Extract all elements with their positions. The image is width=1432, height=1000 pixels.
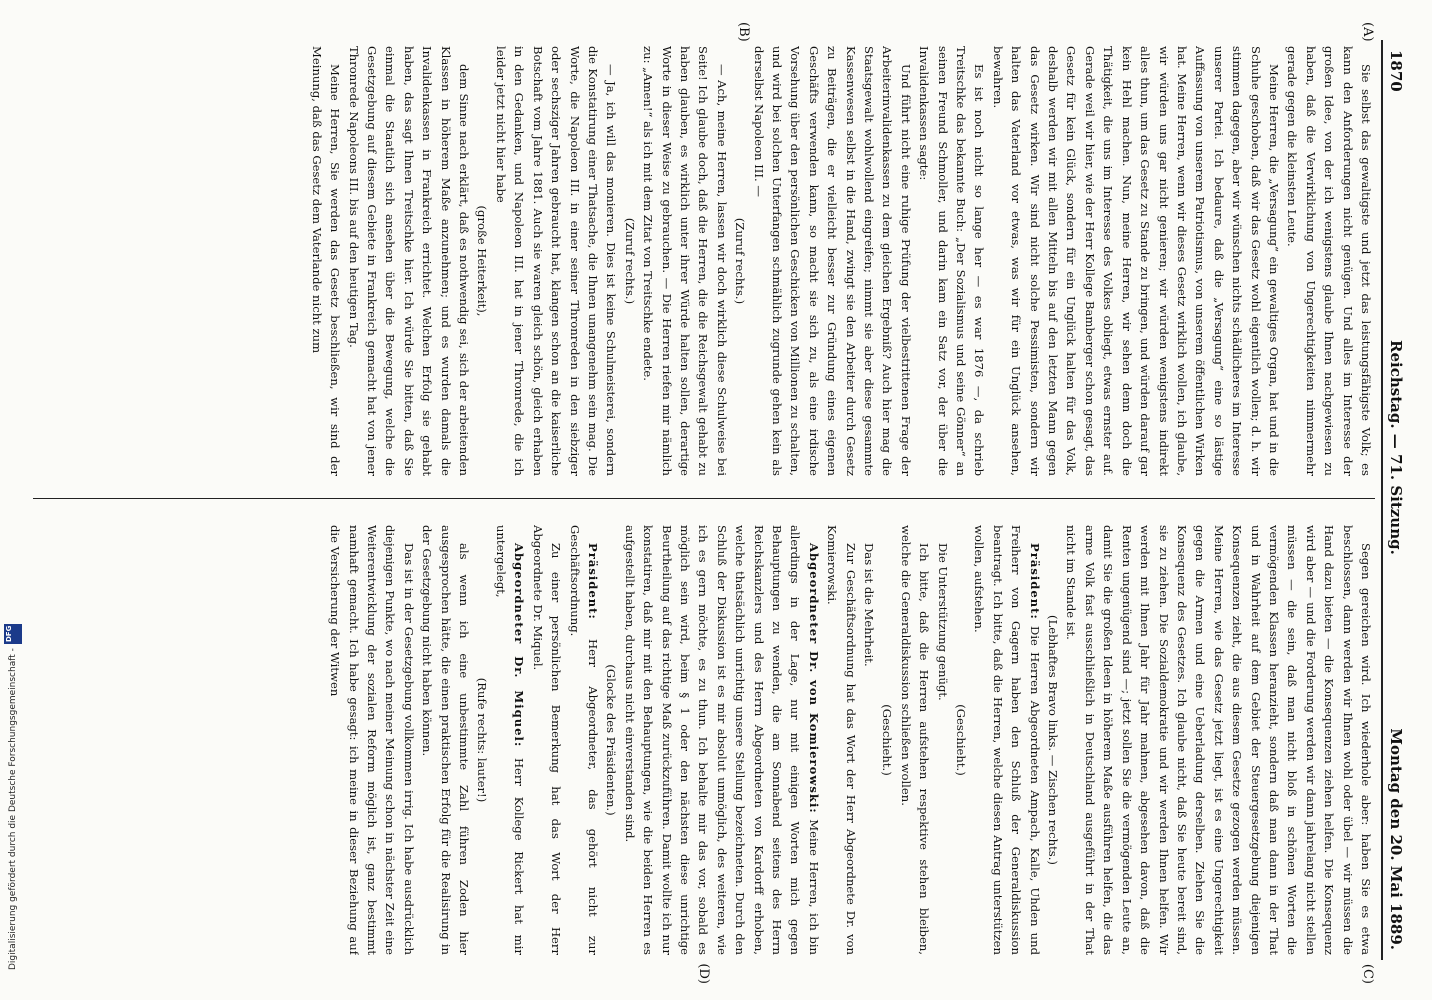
interjection: (Zuruf rechts.) (622, 217, 637, 305)
speaker-name: Präsident: (1027, 543, 1042, 620)
interjection: (Glocke des Präsidenten.) (604, 664, 619, 816)
speech-paragraph (492, 525, 529, 955)
paragraph: dem Sinne nach erklärt, daß es nothwendig sei, sich der arbeitenden Klassen in höherem Maße anzunehmen; und es wurden damals die Invalidenkassen in Frankreich errichtet. Welchen Erfolg sie gehabt haben, das sagt Ihnen Treitschke hier. Ich würde Sie bitten, daß Sie einmal die Staatlich sich ansehen über die Bewegung, welche die Gesetzgebung auf diesem Gebiete in Frankreich gemacht hat von jener Thronrede Napoleons III. bis auf den heutigen Tag. (346, 46, 472, 476)
paragraph: Ich bitte, daß die Herren aufstehen respektive stehen bleiben, welche die Generaldiskussion schließen wollen. (898, 525, 932, 955)
speaker-name: Abgeordneter Dr. Miquel: (512, 543, 527, 748)
paragraph: — Ja, ich will das monieren. Dies ist keine Schulmeisterei, sondern die Konstatirung einer Thatsache, die Ihnen unangenehm sein mag. Die Worte, die Napoleon III. in einer seiner Thronreden in den siebziger oder sechsziger Jahren gebraucht hat, klangen schon an die kaiserliche Botschaft vom Jahre 1881. Auch sie waren gleich schön, gleich erhaben in den Gedanken, und Napoleon III. hat in jener Thronrede, die ich leider jetzt nicht hier habe (493, 46, 619, 476)
digitization-credit (2, 610, 24, 970)
paragraph: Das ist die Mehrheit. (862, 543, 877, 667)
interjection: (Rufe rechts: lauter!) (475, 677, 490, 803)
interjection: (Geschieht.) (880, 704, 895, 776)
paragraph: als wenn ich eine unbestimmte Zahl führen Zoden hier ausgesprochen hätte, die einen praktischen Erfolg für die Realisirung in der Gesetzgebung nicht haben können. (420, 525, 472, 955)
paragraph: Das ist in der Gesetzgebung vollkommen irrig. Ich habe ausdrücklich diejenigen Punkte, wo nach meiner Meinung schon in nächster Zeit eine Weiterentwicklung der sozialen Reform möglich ist, ganz bestimmt namhaft gemacht. Ich habe gesagt: ich meine in dieser Beziehung auf die Versicherung der Witwen (328, 525, 416, 955)
page-number: 1870 (1387, 50, 1405, 92)
paragraph: — Ach, meine Herren, lassen wir doch wirklich diese Schulweise bei Seite! Ich glaube doch, daß die Herren, die die Reichsgewalt gehabt zu haben glauben, es wirklich unter ihrer Würde halten sollen, derartige Worte in dieser Weise zu gebrauchen. — Die Herren riefen mir nämlich zu: „Amen!“ als ich mit dem Zitat von Treitschke endete. (641, 46, 729, 476)
paragraph: Die Unterstützung genügt. (935, 543, 950, 701)
left-column (31, 46, 1375, 476)
paragraph: Zu einer persönlichen Bemerkung hat das Wort der Herr Abgeordnete Dr. Miquel. (530, 525, 564, 955)
right-column (31, 525, 1375, 955)
paragraph: Zur Geschäftsordnung hat das Wort der Herr Abgeordnete Dr. von Komierowski. (825, 525, 858, 955)
speaker-name: Präsident: (585, 543, 600, 620)
speech-text: Meine Herren, ich bin allerdings in der Lage, nur mit einigen Worten mich gegen Behauptungen zu wenden, die am Sonnabend seitens des Herrn Reichskanzlers und des Herrn Abgeordneten von Kardorff erhoben, welche thatsächlich unrichtig unsere Stellung bezeichneten. Durch den Schluß der Diskussion ist es mir absolut unmöglich, des weiteren, wie ich es gern möchte, es zu thun. Ich behalte mir das vor, sobald es möglich sein wird, beim § 1 oder den nächsten diese unrichtige Beurtheilung auf das richtige Maß zurückzuführen. Damit wollte ich nur konstatiren, daß mir mit den Behauptungen, wie die beiden Herren es aufgestellt haben, durchaus nicht einverstanden sind. (622, 525, 821, 955)
session-date: Montag den 20. Mai 1889. (1387, 728, 1405, 950)
paragraph: Sie selbst das gewaltigste und jetzt das leistungsfähigste Volk; es kann den Anforderungen nicht genügen. Und alles im Interesse der großen Idee, von der ich wenigstens glaube Ihnen nachgewiesen zu haben, daß die Verwirklichung von Ungerechtigkeiten nimmermehr gerade gegen die kleinsten Leute. (1285, 46, 1373, 476)
margin-label-b: (B) (736, 22, 751, 42)
session-title: Reichstag. — 71. Sitzung. (1387, 340, 1405, 555)
margin-label-c: (C) (1360, 963, 1375, 984)
speech-paragraph (565, 525, 602, 955)
speech-text: Herr Kollege Rickert hat mir untergelegt, (493, 525, 527, 955)
speaker-name: Abgeordneter Dr. von Komierowski: (806, 543, 821, 814)
interjection: (Geschieht.) (954, 704, 969, 776)
dfg-logo: DFG (4, 624, 22, 644)
page-header (1381, 40, 1405, 960)
speech-text: Die Herren Abgeordneten Ampach, Kalle, Uhden und Freiherr von Gagern haben den Schluß der Generaldiskussion beantragt. Ich bitte, daß die Herren, welche diesen Antrag unterstützen wollen, aufstehen. (972, 525, 1042, 955)
quotation: Und führt nicht eine ruhige Prüfung der vielbestrittenen Frage der Arbeiterinvalidenkassen zu dem gleichen Ergebniß? Auch hier mag die Staatsgewalt wohlwollend eingreifen; nimmt sie aber diese gesammte Kassenwesen selbst in die Hand, zwingt sie den Arbeiter durch Gesetz zu Beiträgen, die er vielleicht besser zur Gründung eines eigenen Geschäfts verwenden kann, so macht sie sich zu, als eine irdische Vorsehung über den persönlichen Geschicken von Millionen zu schalten, und wird bei solchen Unterfangen schmählich zugrunde gehen kein als derselbst Napoleon III. — (751, 46, 913, 476)
speech-paragraph (970, 525, 1044, 955)
interjection: (Zuruf rechts.) (733, 217, 748, 305)
interjection: (Lebhaftes Bravo links. — Zischen rechts.) (1046, 615, 1061, 865)
rotated-page-content (21, 20, 1411, 984)
paragraph: Meine Herren, die „Versagung“ ein gewaltiges Organ, hat und in die Schuhe geschoben, daß wir das Gesetz wohl eigentlich wollen; d. h. wir stimmen dagegen, aber wir wünschen nichts schädlicheres im Interesse unserer Partei. Ich bedaure, daß die „Versagung“ eine so lästige Auffassung von unserem Patriotismus, von unserem öffentlichen Wirken hat. Meine Herren, wenn wir dieses Gesetz wirklich wollen, ich glaube, wir würden uns gar nicht genieren; wir würden wenigstens indirekt alles thun, um das Gesetz zu Stande zu bringen, und würden darauf gar kein Hehl machen. Nun, meine Herren, wir sehen denn doch die Thätigkeit, die uns im Interesse des Volkes obliegt, etwas ernster auf. Gerade weil wir hier, wie der Herr Kollege Bamberger schon gesagt, das Gesetz für kein Glück, sondern für ein Unglück halten für das Volk, deshalb werden wir mit allen Mitteln bis auf den letzten Mann gegen das Gesetz wirken. Wir sind nicht solche Pessimisten, sondern wir halten das Vaterland vor etwas, was wir für ein Unglück ansehen, bewahren. (990, 46, 1281, 476)
paragraph: Es ist noch nicht so lange her — es war 1876 —, da schrieb Treitschke das bekannte Buch: „Der Sozialismus und seine Gönner“ an seinen Freund Schmoller, und darin kam ein Satz vor, der über die Invalidenkassen sagte: (917, 46, 987, 476)
margin-label-d: (D) (696, 963, 711, 984)
speech-text: Herr Abgeordneter, das gehört nicht zur Geschäftsordnung. (567, 525, 600, 955)
column-divider (33, 498, 1375, 499)
credit-text: Digitalisierung gefördert durch die Deutsche Forschungsgemeinschaft - (8, 648, 18, 970)
paragraph: Meine Herren, Sie werden das Gesetz beschließen, wir sind der Meinung, daß das Gesetz dem Vaterlande nicht zum (309, 46, 343, 476)
speech-paragraph (620, 525, 822, 955)
interjection: (große Heiterkeit), (475, 205, 490, 317)
paragraph: Segen gereichen wird. Ich wiederhole aber: haben Sie es etwa beschlossen, dann werden wir Ihnen wohl oder übel — wir müssen die Hand dazu bieten — die Konsequenzen ziehen helfen. Die Konsequenz wird aber — und die Forderung werden wir dann jahrelang nicht stellen müssen — die sein, daß man nicht bloß in schönen Worten die vermögenden Klassen heranzieht, sondern daß man dann in der That und in Wahrheit auf dem Gebiet der Steuergesetzgebung diejenigen Konsequenzen zieht, die aus diesem Gesetze gezogen werden müssen. Meine Herren, wie das Gesetz jetzt liegt, ist es eine Ungerechtigkeit gegen die Armen und eine Ueberladung derselben. Ziehen Sie die Konsequenz des Gesetzes. Ich glaube nicht, daß Sie heute bereit sind, sie zu ziehen. Die Sozialdemokratie und wir werden Ihnen helfen. Wir werden mit Ihnen Jahr für Jahr mahnen, abgesehen davon, daß die Renten ungenügend sind —; jetzt sollen Sie die vermögenden Leute an, damit Sie die großen Ideen in höherem Maße ausführen helfen, die das arme Volk fast ausschließlich in Deutschland ausgeführt in der That nicht im Stande ist. (1064, 525, 1373, 955)
margin-label-a: (A) (1360, 22, 1375, 42)
